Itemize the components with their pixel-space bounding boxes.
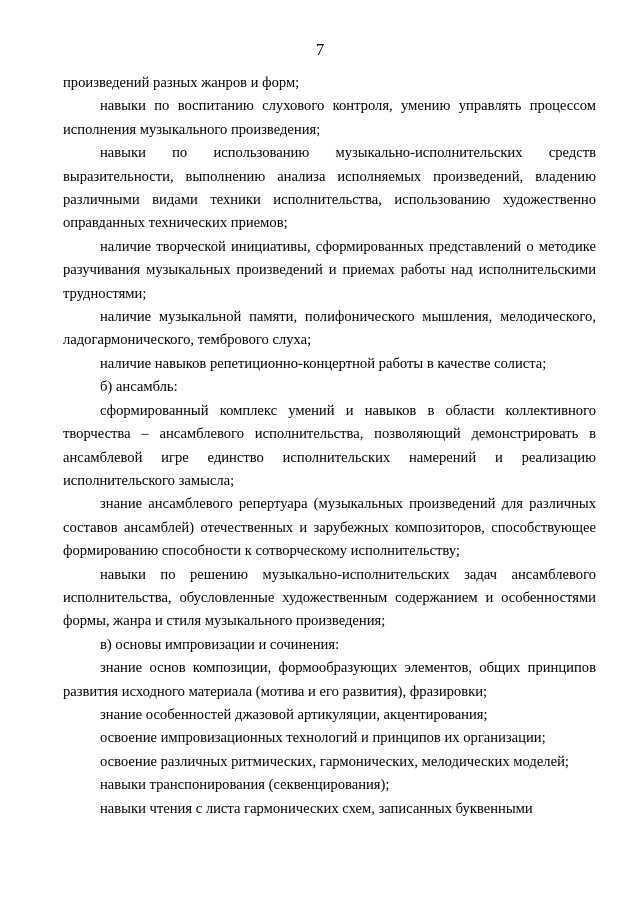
paragraph: навыки транспонирования (секвенцирования); — [100, 777, 390, 794]
paragraph: освоение различных ритмических, гармонических, мелодических моделей; — [100, 753, 569, 770]
paragraph: наличие музыкальной памяти, полифонического мышления, мелодического, ладогармонического, тембрового слуха; — [63, 309, 596, 349]
paragraph: освоение импровизационных технологий и принципов их организации; — [100, 730, 546, 747]
paragraph: навыки по решению музыкально-исполнительских задач ансамблевого исполнительства, обусловленные художественным содержанием и особенностями формы, жанра и стиля музыкального произведения; — [63, 566, 596, 630]
paragraph: знание ансамблевого репертуара (музыкальных произведений для различных составов ансамблей) отечественных и зарубежных композиторов, способствующее формированию способности к сотворческому исполнительству; — [63, 496, 596, 560]
paragraph: произведений разных жанров и форм; — [63, 75, 300, 91]
document-body — [63, 72, 596, 821]
paragraph: знание особенностей джазовой артикуляции, акцентирования; — [100, 706, 488, 723]
paragraph: навыки по использованию музыкально-исполнительских средств выразительности, выполнению анализа исполняемых произведений, владению различными видами техники исполнительства, использованию художественно оправданных технических приемов; — [63, 145, 596, 232]
paragraph: наличие навыков репетиционно-концертной работы в качестве солиста; — [100, 355, 547, 372]
paragraph: знание основ композиции, формообразующих элементов, общих принципов развития исходного материала (мотива и его развития), фразировки; — [63, 660, 596, 700]
page-number: 7 — [315, 40, 325, 59]
paragraph: сформированный комплекс умений и навыков в области коллективного творчества – ансамблевого исполнительства, позволяющий демонстрировать в ансамблевой игре единство исполнительских намерений и реализацию исполнительского замысла; — [63, 402, 596, 489]
paragraph: навыки чтения с листа гармонических схем, записанных буквенными — [100, 800, 533, 817]
paragraph: навыки по воспитанию слухового контроля, умению управлять процессом исполнения музыкального произведения; — [63, 98, 596, 138]
section-heading: б) ансамбль: — [100, 379, 178, 396]
section-heading: в) основы импровизации и сочинения: — [100, 636, 340, 653]
paragraph: наличие творческой инициативы, сформированных представлений о методике разучивания музыкальных произведений и приемах работы над исполнительскими трудностями; — [63, 238, 596, 302]
